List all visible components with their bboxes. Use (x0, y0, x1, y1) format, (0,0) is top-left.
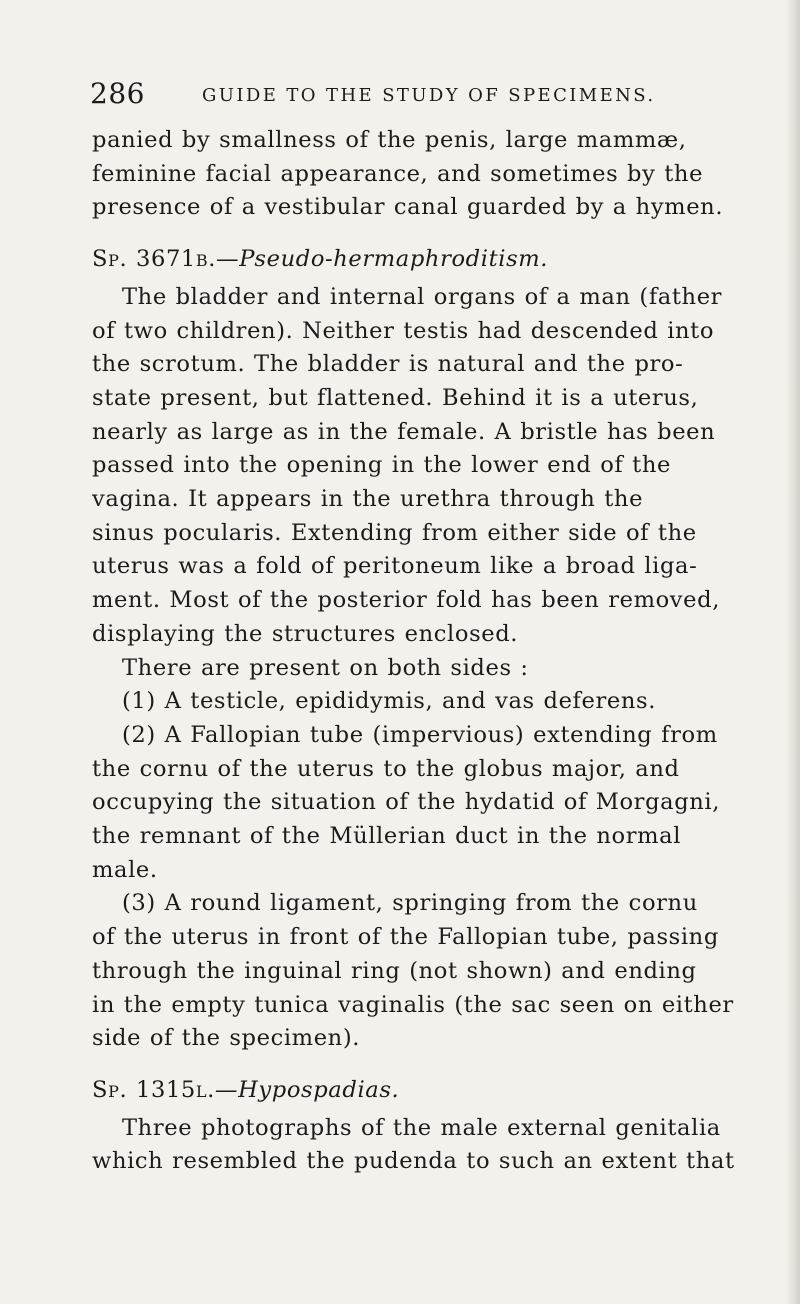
text-line: (3) A round ligament, springing from the cornu (122, 890, 698, 917)
text-line: male. (92, 856, 158, 883)
text-line: occupying the situation of the hydatid of Morgagni, (92, 789, 721, 816)
text-line: the scrotum. The bladder is natural and the pro- (92, 351, 684, 378)
intro-paragraph (92, 124, 762, 225)
specimen-heading-1315l (92, 1074, 762, 1108)
description-paragraph (92, 281, 762, 652)
text-line: through the inguinal ring (not shown) and ending (92, 957, 697, 984)
list-item-1 (92, 685, 762, 719)
text-line: Three photographs of the male external genitalia (122, 1114, 721, 1141)
text-line: side of the specimen). (92, 1025, 361, 1052)
text-line: (1) A testicle, epididymis, and vas deferens. (122, 688, 656, 715)
text-line: ment. Most of the posterior fold has been removed, (92, 587, 720, 614)
specimen-title: —Hypospadias. (214, 1076, 400, 1103)
text-line: the remnant of the Müllerian duct in the normal (92, 823, 682, 850)
page-edge-shadow (786, 0, 800, 1304)
text-line: in the empty tunica vaginalis (the sac seen on either (92, 991, 734, 1018)
text-line: uterus was a fold of peritoneum like a broad liga- (92, 553, 698, 580)
text-line: which resembled the pudenda to such an extent that (92, 1148, 735, 1175)
specimen-number: Sp. 3671b. (92, 246, 217, 273)
text-line: There are present on both sides : (122, 654, 529, 681)
specimen-title: —Pseudo-hermaphroditism. (216, 246, 549, 273)
list-item-3 (92, 887, 762, 1056)
text-line: vagina. It appears in the urethra through the (92, 486, 644, 513)
text-line: displaying the structures enclosed. (92, 620, 519, 647)
specimen-heading-3671b (92, 243, 762, 277)
text-line: sinus pocularis. Extending from either side of the (92, 519, 697, 546)
text-line: state present, but flattened. Behind it is a uterus, (92, 384, 699, 411)
list-item-2 (92, 719, 762, 888)
text-line: presence of a vestibular canal guarded by a hymen. (92, 194, 724, 221)
text-line: of two children). Neither testis had descended into (92, 317, 715, 344)
text-line: the cornu of the uterus to the globus major, and (92, 755, 680, 782)
structures-intro (92, 652, 762, 686)
running-head: GUIDE TO THE STUDY OF SPECIMENS. (202, 85, 656, 106)
description-paragraph (92, 1112, 762, 1179)
body-text (92, 124, 762, 1179)
specimen-number: Sp. 1315l. (92, 1076, 215, 1103)
page-header (90, 74, 730, 114)
text-line: The bladder and internal organs of a man (father (122, 283, 723, 310)
text-line: nearly as large as in the female. A bristle has been (92, 418, 716, 445)
text-line: (2) A Fallopian tube (impervious) extending from (122, 721, 718, 748)
text-line: panied by smallness of the penis, large mammæ, (92, 127, 687, 153)
text-line: of the uterus in front of the Fallopian tube, passing (92, 924, 719, 951)
page-number: 286 (90, 77, 145, 110)
text-line: passed into the opening in the lower end of the (92, 452, 671, 479)
text-line: feminine facial appearance, and sometimes by the (92, 160, 704, 187)
